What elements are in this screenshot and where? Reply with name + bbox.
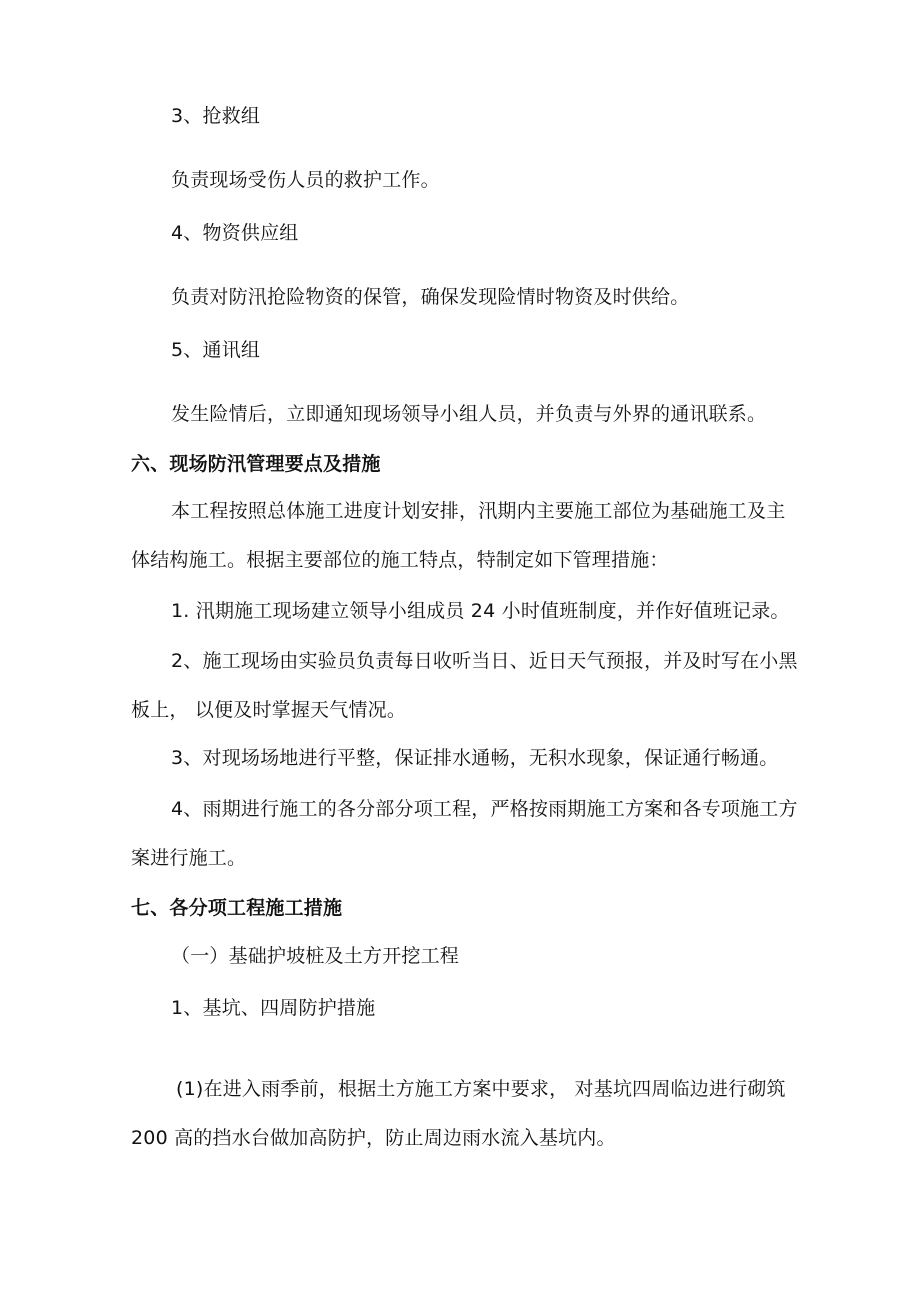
chapter-heading-six: 六、现场防汛管理要点及措施 [131,453,381,475]
chapter-heading-seven: 七、各分项工程施工措施 [131,897,343,919]
paragraph-communication-duty: 发生险情后，立即通知现场领导小组人员，并负责与外界的通讯联系。 [171,403,767,425]
paragraph-intro-line-1: 本工程按照总体施工进度计划安排，汛期内主要施工部位为基础施工及主 [171,500,786,522]
measure-item-4-line-2: 案进行施工。 [131,847,247,869]
paragraph-rescue-duty: 负责现场受伤人员的救护工作。 [171,169,440,191]
paragraph-supply-duty: 负责对防汛抢险物资的保管，确保发现险情时物资及时供给。 [171,286,690,308]
section-heading-supply-group: 4、物资供应组 [171,222,299,244]
protection-item-1-line-1: (1)在进入雨季前，根据土方施工方案中要求， 对基坑四周临边进行砌筑 [176,1078,786,1100]
measure-item-4-line-1: 4、雨期进行施工的各分部分项工程，严格按雨期施工方案和各专项施工方 [171,798,798,820]
measure-item-2-line-1: 2、施工现场由实验员负责每日收听当日、近日天气预报，并及时写在小黑 [171,650,798,672]
subsection-heading-pit-protection: 1、基坑、四周防护措施 [171,997,376,1019]
subsection-heading-foundation: （一）基础护坡桩及土方开挖工程 [171,945,460,967]
section-heading-rescue-group: 3、抢救组 [171,105,261,127]
measure-item-2-line-2: 板上， 以便及时掌握天气情况。 [131,699,407,721]
paragraph-intro-line-2: 体结构施工。根据主要部位的施工特点，特制定如下管理措施： [131,549,669,571]
protection-item-1-line-2: 200 高的挡水台做加高防护，防止周边雨水流入基坑内。 [131,1127,616,1149]
measure-item-3: 3、对现场场地进行平整，保证排水通畅，无积水现象，保证通行畅通。 [171,747,779,769]
measure-item-1: 1. 汛期施工现场建立领导小组成员 24 小时值班制度，并作好值班记录。 [171,600,790,622]
section-heading-communication-group: 5、通讯组 [171,339,261,361]
